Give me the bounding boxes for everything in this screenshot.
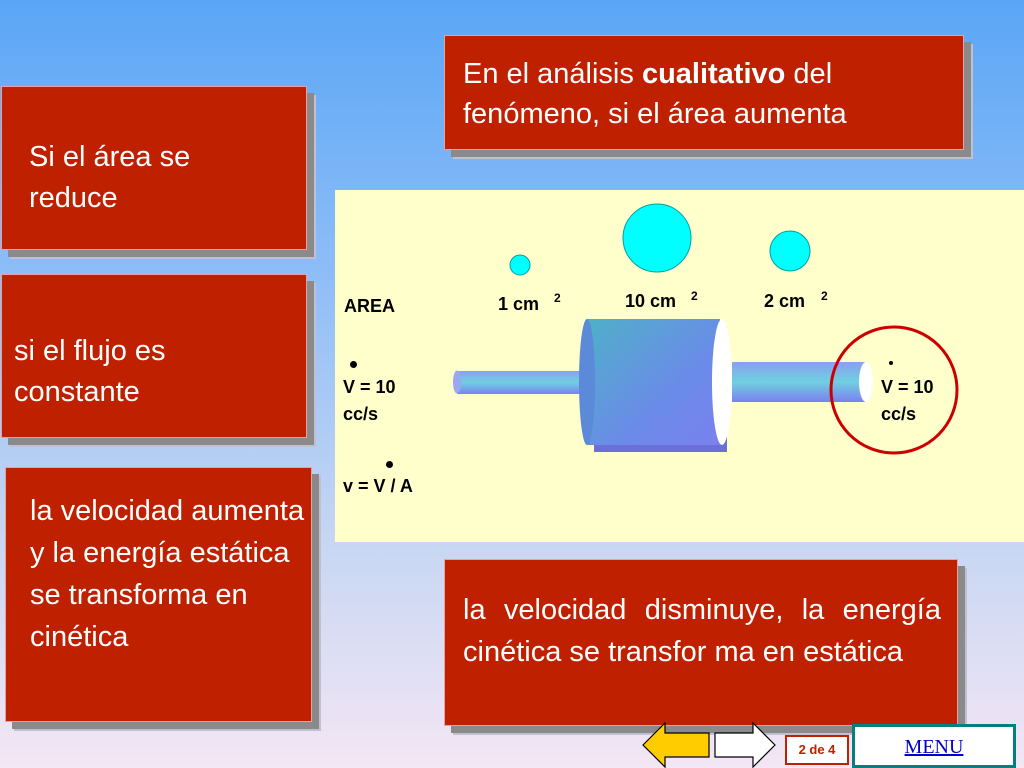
velocity-decreases-text: la velocidad disminuye, la energía cinética se transfor ma en estática <box>463 594 941 668</box>
flow-left-value: V = 10 <box>343 377 396 397</box>
flow-left-unit: cc/s <box>343 404 379 424</box>
intro-bold: cualitativo <box>641 58 786 90</box>
large-area-label: 10 cm <box>625 291 677 311</box>
menu-button[interactable] <box>852 724 1016 768</box>
flow-right-value: V = 10 <box>881 377 934 397</box>
medium-pipe <box>732 362 865 402</box>
flow-right-unit: cc/s <box>881 404 917 424</box>
intro-suffix: del fenómeno, si el área aumenta <box>463 58 847 130</box>
menu-label: MENU <box>904 736 964 758</box>
page-indicator <box>785 735 849 765</box>
area-reduces-box <box>1 86 307 250</box>
wide-cylinder <box>587 319 720 445</box>
small-area-circle <box>510 255 530 275</box>
flow-diagram <box>335 190 1024 542</box>
large-area-circle <box>623 204 691 272</box>
large-area-exponent: 2 <box>691 289 698 303</box>
page-indicator-text: 2 de 4 <box>798 742 836 757</box>
small-area-label: 1 cm <box>498 294 540 314</box>
flow-dot-left <box>350 361 357 368</box>
previous-slide-button[interactable] <box>642 722 710 768</box>
narrow-pipe <box>457 371 595 394</box>
flow-dot-right <box>889 361 893 365</box>
area-label: AREA <box>344 296 396 316</box>
intro-prefix: En el análisis <box>463 58 642 90</box>
constant-flow-text: si el flujo es constante <box>14 335 166 408</box>
intro-text <box>463 54 958 134</box>
constant-flow-box <box>1 274 307 438</box>
flow-dot-formula <box>386 461 393 468</box>
small-area-exponent: 2 <box>554 291 561 305</box>
medium-area-circle <box>770 231 810 271</box>
intro-box <box>444 35 964 150</box>
velocity-formula: v = V / A <box>343 476 413 496</box>
area-reduces-text: Si el área se reduce <box>29 141 191 214</box>
medium-area-exponent: 2 <box>821 289 828 303</box>
velocity-increases-box <box>5 467 312 722</box>
next-slide-button[interactable] <box>712 722 778 768</box>
velocity-increases-text: la velocidad aumenta y la energía estática se transforma en cinética <box>30 495 305 653</box>
velocity-decreases-box <box>444 559 958 726</box>
pipe-illustration <box>335 190 1024 542</box>
medium-area-label: 2 cm <box>764 291 806 311</box>
